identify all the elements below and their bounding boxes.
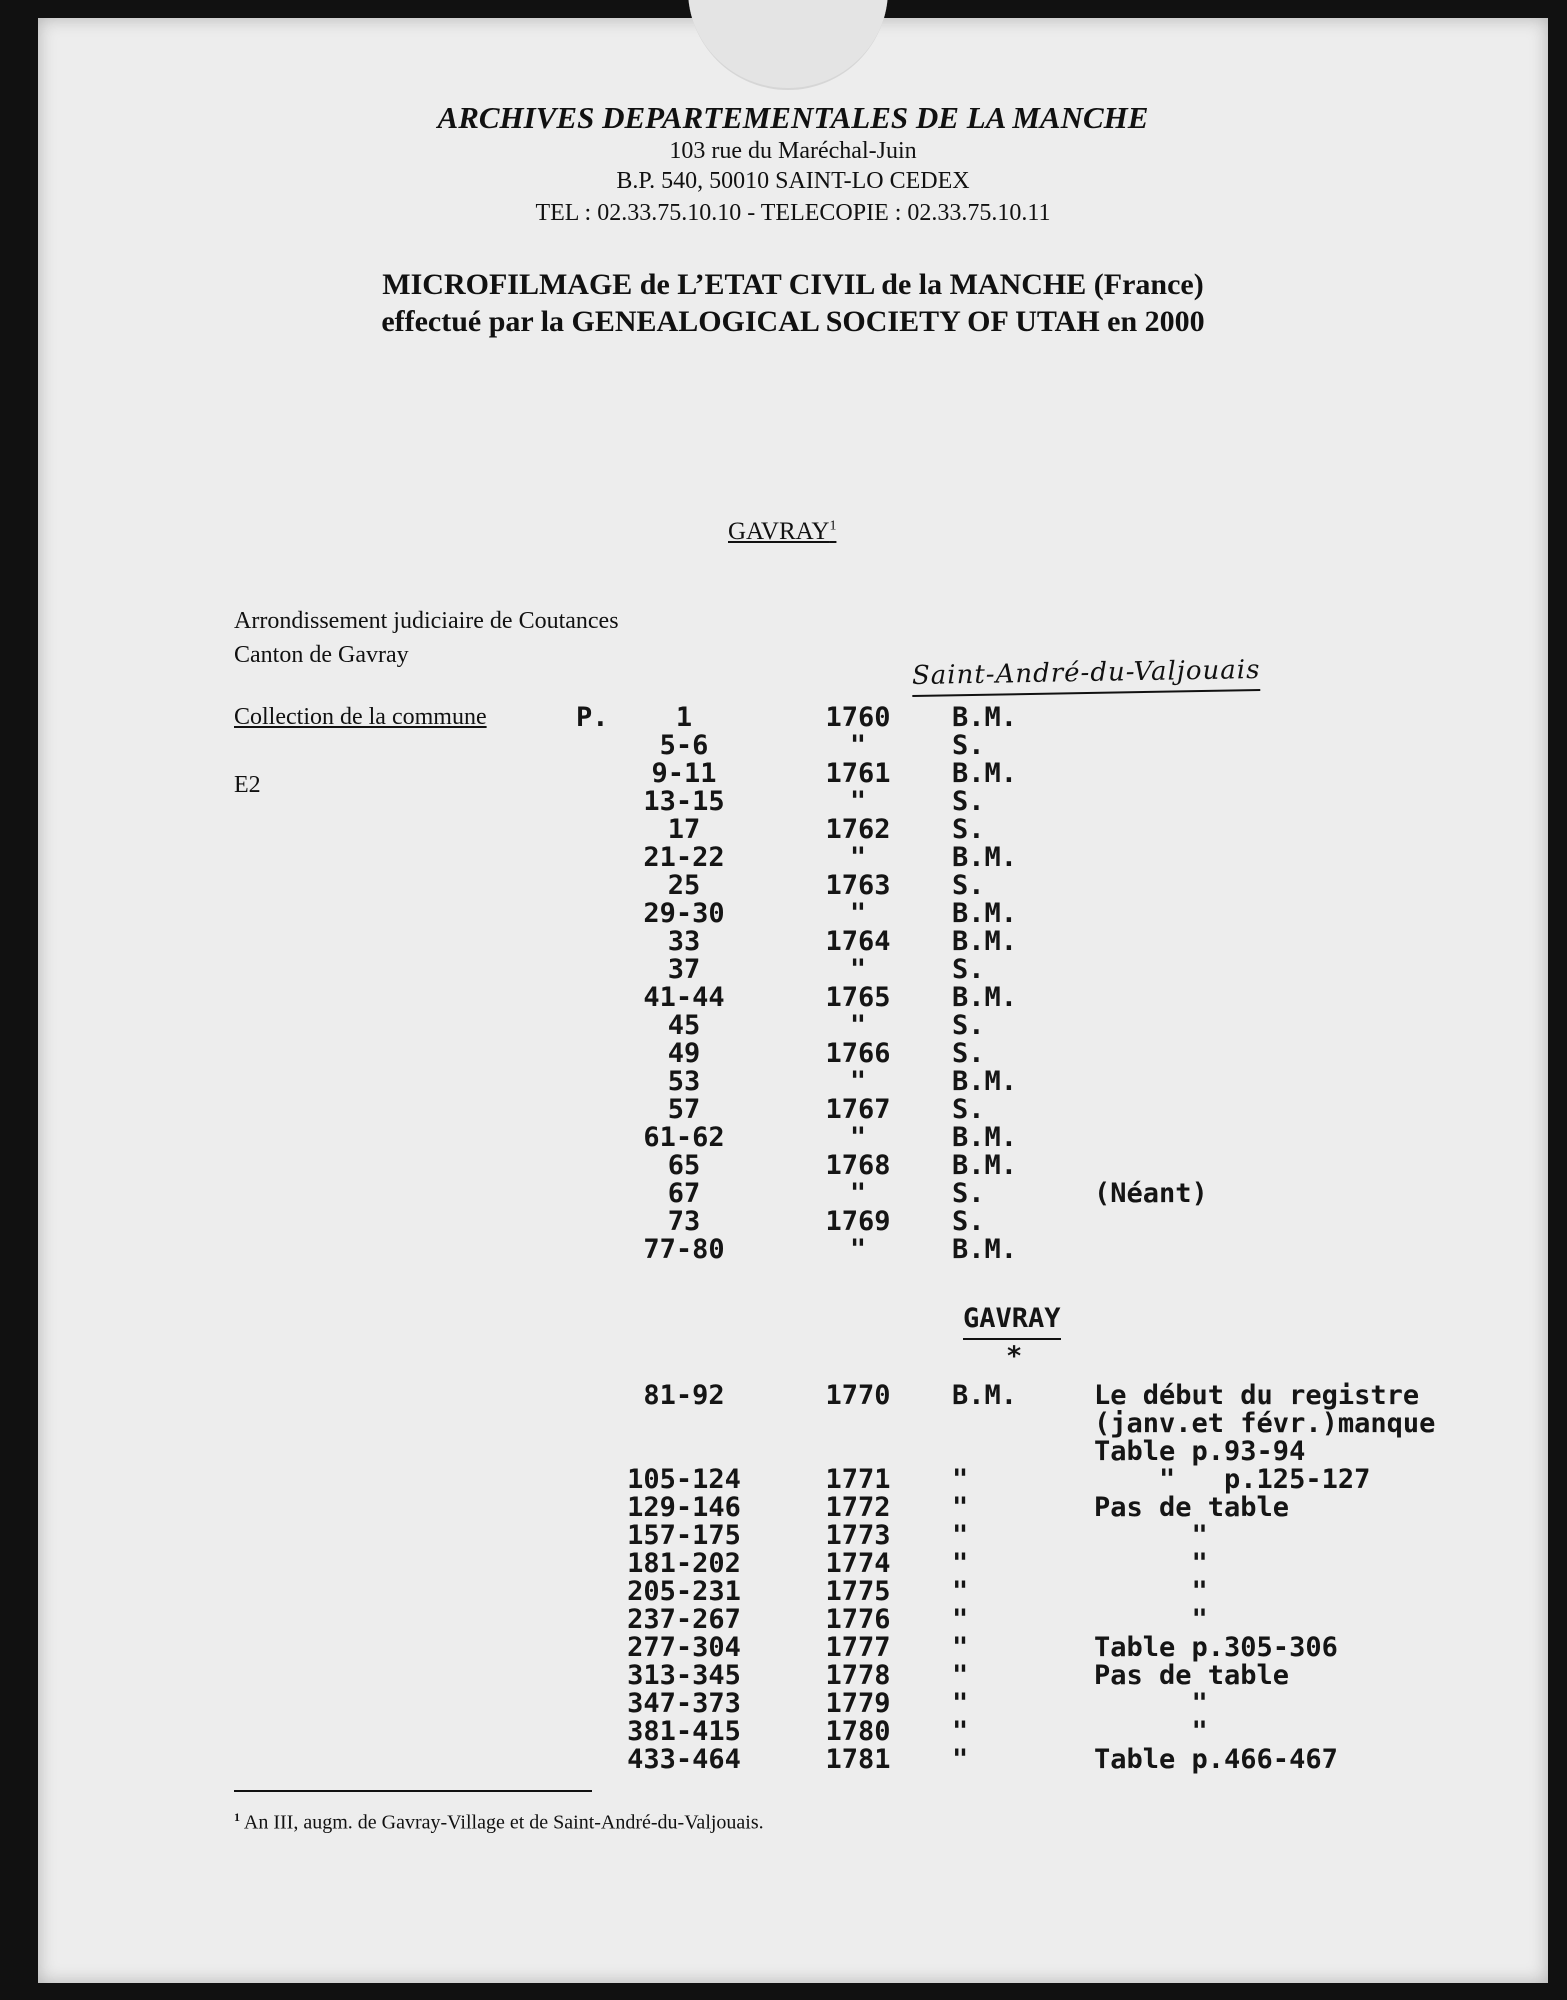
row-year: 1775: [825, 1576, 891, 1607]
row-type: S.: [952, 870, 985, 901]
row-year: 1777: [825, 1632, 891, 1663]
row-pages: 37: [667, 954, 701, 985]
row-type: S.: [952, 1178, 985, 1209]
row-pages: 277-304: [627, 1632, 741, 1663]
subtitle-line-2: effectué par la GENEALOGICAL SOCIETY OF UTAH en 2000: [381, 305, 1205, 338]
row-type: S.: [952, 786, 985, 817]
row-year: 1764: [825, 926, 891, 957]
row-pages: 347-373: [627, 1688, 741, 1719]
row-pages: 157-175: [627, 1520, 741, 1551]
address-postal: B.P. 540, 50010 SAINT-LO CEDEX: [616, 168, 970, 194]
row-year: 1765: [825, 982, 891, 1013]
row-type: ": [952, 1632, 969, 1663]
row-type: B.M.: [952, 1066, 1018, 1097]
row-year: 1761: [825, 758, 891, 789]
row-type: S.: [952, 1206, 985, 1237]
row-year: 1769: [825, 1206, 891, 1237]
row-type: ": [952, 1520, 969, 1551]
row-year: ": [849, 730, 867, 761]
row-type: B.M.: [952, 982, 1018, 1013]
row-year: ": [849, 898, 867, 929]
row-year: 1760: [825, 702, 891, 733]
row-type: ": [952, 1548, 969, 1579]
row-year: 1774: [825, 1548, 891, 1579]
row-year: 1763: [825, 870, 891, 901]
row-pages: 29-30: [643, 898, 725, 929]
row-type: ": [952, 1688, 969, 1719]
row-pages: 9-11: [651, 758, 717, 789]
footnote-mark: 1: [234, 1810, 240, 1824]
row-year: 1766: [825, 1038, 891, 1069]
row-note: Pas de table: [1094, 1660, 1290, 1691]
row-note: " p.125-127: [1094, 1464, 1371, 1495]
row-year: 1772: [825, 1492, 891, 1523]
contact-phone: TEL : 02.33.75.10.10 - TELECOPIE : 02.33.75.10.11: [535, 200, 1051, 226]
row-type: ": [952, 1716, 969, 1747]
row-note: Table p.93-94: [1094, 1436, 1306, 1467]
row-note: ": [1094, 1576, 1208, 1607]
row-pages: 49: [667, 1038, 701, 1069]
row-pages: 17: [667, 814, 701, 845]
row-pages: 77-80: [643, 1234, 725, 1265]
commune-name: GAVRAY: [728, 518, 830, 545]
handwritten-parish-note: Saint-André-du-Valjouais: [912, 655, 1261, 697]
row-note: Pas de table: [1094, 1492, 1290, 1523]
row-note: ": [1094, 1520, 1208, 1551]
canton-label: Canton de Gavray: [234, 642, 409, 668]
row-type: B.M.: [952, 702, 1018, 733]
row-year: 1773: [825, 1520, 891, 1551]
row-type: ": [952, 1492, 969, 1523]
row-year: ": [849, 1234, 867, 1265]
row-pages: 73: [667, 1206, 701, 1237]
row-note: Table p.466-467: [1094, 1744, 1338, 1775]
row-note: ": [1094, 1604, 1208, 1635]
commune-footnote-mark: 1: [829, 518, 837, 534]
row-note: ": [1094, 1688, 1208, 1719]
row-pages: 67: [667, 1178, 701, 1209]
subtitle-line-1: MICROFILMAGE de L’ETAT CIVIL de la MANCHE (France): [382, 268, 1204, 301]
row-pages: 129-146: [627, 1492, 741, 1523]
row-type: S.: [952, 954, 985, 985]
commune-heading: [728, 518, 836, 546]
row-year: ": [849, 954, 867, 985]
row-year: ": [849, 1010, 867, 1041]
row-type: B.M.: [952, 1380, 1018, 1411]
row-pages: 205-231: [627, 1576, 741, 1607]
row-year: 1779: [825, 1688, 891, 1719]
row-year: 1767: [825, 1094, 891, 1125]
row-year: 1768: [825, 1150, 891, 1181]
row-year: 1780: [825, 1716, 891, 1747]
row-pages: 13-15: [643, 786, 725, 817]
row-year: 1770: [825, 1380, 891, 1411]
row-pages: 313-345: [627, 1660, 741, 1691]
row-note: Le début du registre: [1094, 1380, 1420, 1411]
row-pages: 1: [675, 702, 693, 733]
row-type: B.M.: [952, 1150, 1018, 1181]
page-prefix: P.: [576, 702, 609, 733]
row-pages: 53: [667, 1066, 701, 1097]
row-note: ": [1094, 1716, 1208, 1747]
row-type: B.M.: [952, 1234, 1018, 1265]
row-year: 1776: [825, 1604, 891, 1635]
row-type: S.: [952, 1010, 985, 1041]
row-note: ": [1094, 1548, 1208, 1579]
row-pages: 433-464: [627, 1744, 741, 1775]
row-pages: 181-202: [627, 1548, 741, 1579]
row-note: (janv.et févr.)manque: [1094, 1408, 1436, 1439]
arrondissement-label: Arrondissement judiciaire de Coutances: [234, 608, 619, 634]
row-type: S.: [952, 730, 985, 761]
row-type: ": [952, 1576, 969, 1607]
row-type: B.M.: [952, 842, 1018, 873]
row-year: ": [849, 1122, 867, 1153]
row-pages: 65: [667, 1150, 701, 1181]
archive-title: ARCHIVES DEPARTEMENTALES DE LA MANCHE: [437, 100, 1149, 135]
row-pages: 5-6: [659, 730, 709, 761]
row-type: S.: [952, 1038, 985, 1069]
row-pages: 33: [667, 926, 701, 957]
row-year: ": [849, 1066, 867, 1097]
row-pages: 41-44: [643, 982, 725, 1013]
row-type: B.M.: [952, 1122, 1018, 1153]
section-2-title: GAVRAY: [963, 1303, 1061, 1340]
row-note: (Néant): [1094, 1178, 1208, 1209]
row-pages: 45: [667, 1010, 701, 1041]
row-type: S.: [952, 814, 985, 845]
row-pages: 57: [667, 1094, 701, 1125]
footnote-text: An III, augm. de Gavray-Village et de Saint-André-du-Valjouais.: [243, 1811, 764, 1834]
row-year: 1771: [825, 1464, 891, 1495]
footnote-rule: [234, 1790, 592, 1792]
row-note: Table p.305-306: [1094, 1632, 1338, 1663]
row-year: 1762: [825, 814, 891, 845]
footnote: [234, 1810, 764, 1835]
row-pages: 381-415: [627, 1716, 741, 1747]
row-pages: 21-22: [643, 842, 725, 873]
row-pages: 25: [667, 870, 701, 901]
collection-label: Collection de la commune: [234, 704, 487, 730]
row-year: 1778: [825, 1660, 891, 1691]
row-type: ": [952, 1464, 969, 1495]
row-year: ": [849, 842, 867, 873]
sheet-notch: [688, 0, 888, 90]
section-2-marker: *: [1006, 1341, 1023, 1372]
row-year: ": [849, 1178, 867, 1209]
collection-code: E2: [234, 772, 261, 798]
row-type: B.M.: [952, 758, 1018, 789]
row-type: B.M.: [952, 926, 1018, 957]
row-type: B.M.: [952, 898, 1018, 929]
row-pages: 237-267: [627, 1604, 741, 1635]
row-year: 1781: [825, 1744, 891, 1775]
row-pages: 105-124: [627, 1464, 741, 1495]
row-year: ": [849, 786, 867, 817]
row-type: ": [952, 1660, 969, 1691]
row-type: ": [952, 1604, 969, 1635]
row-type: S.: [952, 1094, 985, 1125]
address-street: 103 rue du Maréchal-Juin: [669, 138, 917, 164]
row-pages: 81-92: [643, 1380, 725, 1411]
row-pages: 61-62: [643, 1122, 725, 1153]
document-sheet: [38, 18, 1548, 1983]
row-type: ": [952, 1744, 969, 1775]
